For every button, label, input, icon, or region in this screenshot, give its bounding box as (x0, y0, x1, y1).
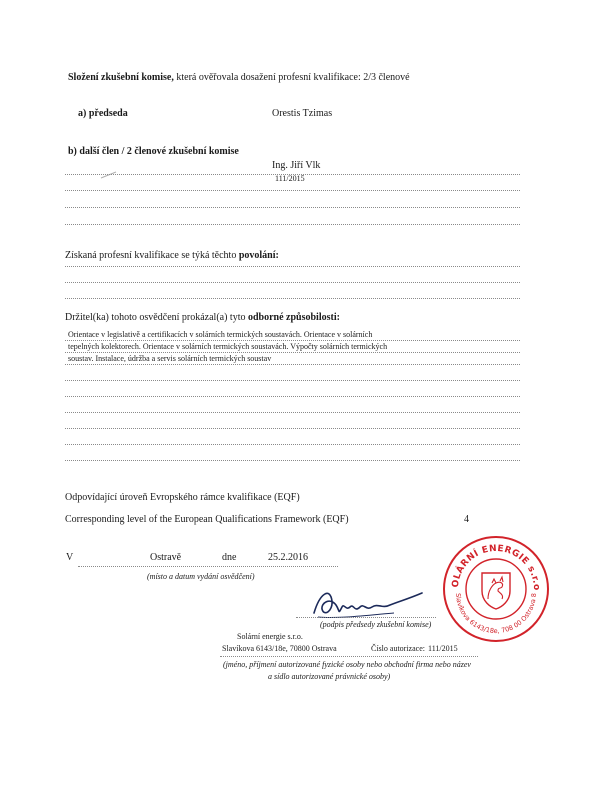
rule-line (65, 412, 520, 413)
rule-line (65, 190, 520, 191)
signature-scribble-icon (308, 583, 428, 625)
stamp-top-text: OLÁRNÍ ENERGIE s.r.o (450, 543, 542, 591)
date-prefix: dne (222, 552, 237, 563)
authorization-number: 111/2015 (428, 644, 458, 653)
authority-address: Slavíkova 6143/18e, 70800 Ostrava (222, 644, 337, 653)
authority-caption-2: a sídlo autorizované právnické osoby) (268, 672, 391, 681)
competence-line: soustav. Instalace, údržba a servis solárních termických soustav (68, 354, 272, 363)
rule-line (65, 396, 520, 397)
license-heading-prefix: Získaná profesní kvalifikace se týká těchto (65, 250, 239, 261)
rule-line (65, 428, 520, 429)
stamp-seal-icon (440, 533, 552, 645)
company-stamp (440, 533, 552, 645)
rule-line (65, 460, 520, 461)
chair-label: a) předseda (78, 108, 128, 119)
commission-heading (68, 72, 410, 83)
competences-heading-prefix: Držitel(ka) tohoto osvědčení prokázal(a) tyto (65, 312, 248, 323)
rule-line (65, 207, 520, 208)
rule-line (65, 364, 520, 365)
eqf-label-en: Corresponding level of the European Qualifications Framework (EQF) (65, 514, 349, 525)
eqf-label-cz: Odpovídající úroveň Evropského rámce kvalifikace (EQF) (65, 492, 300, 503)
pencil-mark-icon (100, 170, 118, 180)
license-heading (65, 250, 279, 261)
authorization-label: Číslo autorizace: (371, 644, 425, 653)
stamp-bottom-text: Slavíkova 6143/18e, 708 00 Ostrava 8 (453, 592, 539, 636)
authority-name: Solární energie s.r.o. (237, 632, 303, 641)
rule-line (296, 617, 436, 618)
place-prefix: V (66, 552, 74, 563)
place-value: Ostravě (150, 552, 182, 563)
signature-caption: (podpis předsedy zkušební komise) (320, 620, 432, 629)
authority-caption-1: (jméno, příjmení autorizované fyzické osoby nebo obchodní firma nebo název (223, 660, 471, 669)
svg-text:Slavíkova 6143/18e, 708 00 Ost (454, 593, 538, 635)
competence-line: Orientace v legislativě a certifikacích v solárních termických soustavách. Orientace v solárních (68, 330, 373, 339)
license-heading-bold: povolání: (238, 250, 279, 261)
eqf-level: 4 (464, 514, 469, 525)
competences-heading-bold: odborné způsobilosti: (247, 312, 340, 323)
rule-line (65, 380, 520, 381)
place-date-caption: (místo a datum vydání osvědčení) (147, 572, 255, 581)
chair-name: Orestis Tzimas (272, 108, 333, 119)
member-name: Ing. Jiří Vlk (272, 160, 321, 171)
rule-line (65, 340, 520, 341)
rule-line (65, 266, 520, 267)
rule-line (78, 566, 338, 567)
rule-line (65, 352, 520, 353)
rule-line (65, 282, 520, 283)
rule-line (65, 224, 520, 225)
other-members-label: b) další člen / 2 členové zkušební komise (68, 146, 239, 157)
competences-heading (65, 312, 340, 323)
member-number: 111/2015 (275, 174, 305, 183)
rule-line (65, 298, 520, 299)
date-value: 25.2.2016 (268, 552, 308, 563)
rule-line (65, 174, 520, 175)
commission-heading-rest: která ověřovala dosažení profesní kvalifikace: 2/3 členové (173, 72, 410, 83)
competence-line: tepelných kolektorech. Orientace v solárních termických soustavách. Výpočty solárních termických (68, 342, 388, 351)
commission-heading-bold: Složení zkušební komise, (68, 72, 174, 83)
rule-line (220, 656, 478, 657)
signature (308, 583, 428, 625)
rule-line (65, 444, 520, 445)
